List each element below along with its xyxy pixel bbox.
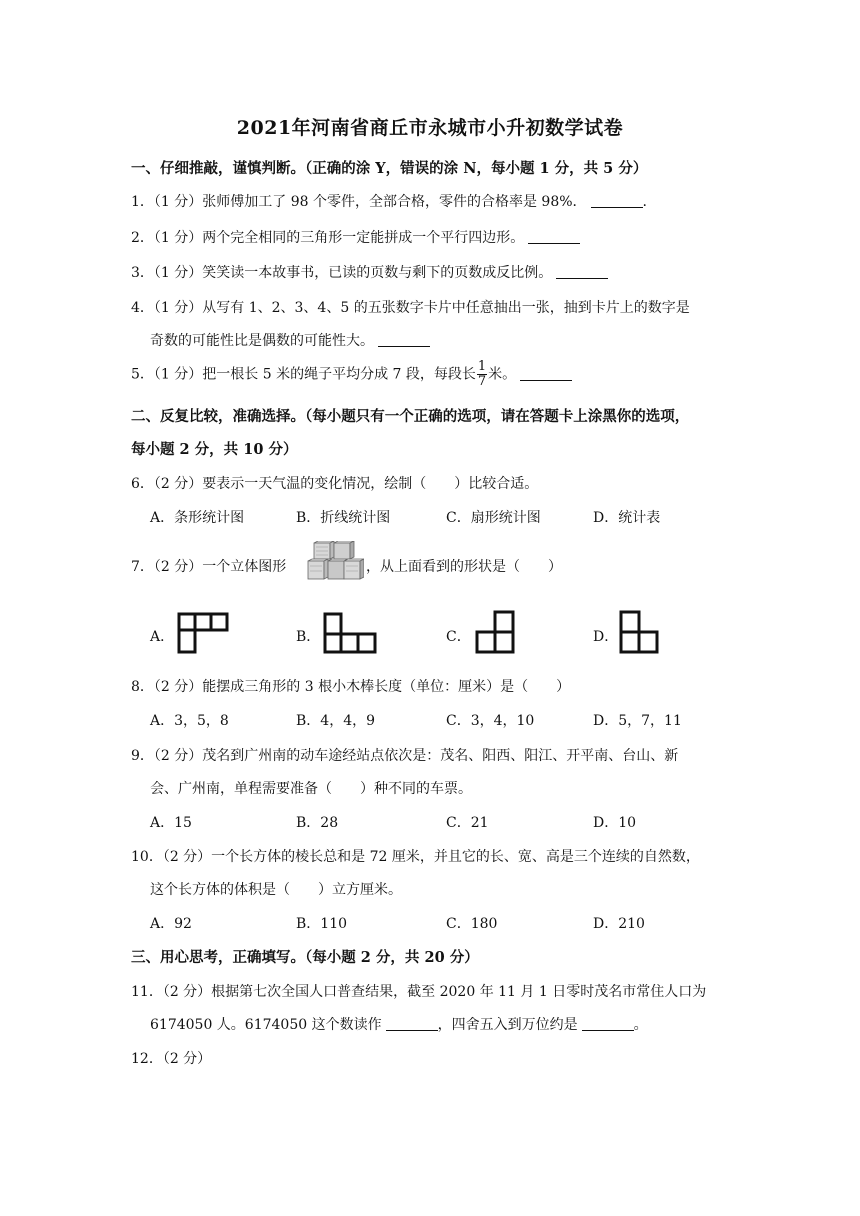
q10-option-a: A．92 <box>150 916 192 932</box>
question-11-text: 6174050 人。6174050 这个数读作 <box>150 1017 382 1033</box>
question-1-text: 1．（1 分）张师傅加工了 98 个零件，全部合格，零件的合格率是 98%． <box>131 194 587 210</box>
question-5-text: 5．（1 分）把一根长 5 米的绳子平均分成 7 段，每段长 <box>131 366 476 383</box>
section-1-heading: 一、仔细推敲，谨慎判断。（正确的涂 Y，错误的涂 N，每小题 1 分，共 5 分） <box>131 160 648 177</box>
q7-option-d: D． <box>593 629 619 645</box>
q6-option-a: A．条形统计图 <box>150 510 245 526</box>
section-3-heading: 三、用心思考，正确填写。（每小题 2 分，共 20 分） <box>131 949 479 966</box>
answer-blank <box>378 332 430 347</box>
q8-option-a: A．3，5，8 <box>150 713 229 729</box>
question-10-line-1: 10．（2 分）一个长方体的棱长总和是 72 厘米，并且它的长、宽、高是三个连续的自然数， <box>131 849 700 865</box>
q7-option-c: C． <box>446 629 471 645</box>
question-1 <box>131 191 647 211</box>
q7-option-a-shape <box>177 612 231 656</box>
question-3-text: 3．（1 分）笑笑读一本故事书，已读的页数与剩下的页数成反比例。 <box>131 265 553 281</box>
section-2-heading-line-2: 每小题 2 分，共 10 分） <box>131 441 298 458</box>
q9-option-c: C．21 <box>446 815 489 831</box>
answer-blank <box>556 264 608 279</box>
q9-option-d: D．10 <box>593 815 637 831</box>
q7-option-c-shape <box>475 610 517 656</box>
answer-blank <box>520 366 572 381</box>
cube-solid-figure <box>306 541 364 581</box>
answer-blank-read <box>386 1016 438 1031</box>
fraction-one-seventh <box>477 360 487 389</box>
question-12: 12．（2 分） <box>131 1051 212 1067</box>
q10-option-c: C．180 <box>446 916 498 932</box>
fraction-numerator: 1 <box>477 359 487 374</box>
q6-option-c: C．扇形统计图 <box>446 510 541 526</box>
q10-option-d: D．210 <box>593 916 645 932</box>
question-10-line-2: 这个长方体的体积是（ ）立方厘米。 <box>150 882 402 898</box>
question-4-text: 奇数的可能性比是偶数的可能性大。 <box>150 333 374 349</box>
question-7-lead: 7．（2 分）一个立体图形 <box>131 559 287 575</box>
question-6: 6．（2 分）要表示一天气温的变化情况，绘制（ ）比较合适。 <box>131 476 539 492</box>
question-4-line-2 <box>150 330 430 350</box>
q6-option-d: D．统计表 <box>593 510 661 526</box>
question-8: 8．（2 分）能摆成三角形的 3 根小木棒长度（单位：厘米）是（ ） <box>131 679 571 695</box>
question-4-line-1: 4．（1 分）从写有 1、2、3、4、5 的五张数字卡片中任意抽出一张，抽到卡片上的数字是 <box>131 300 690 316</box>
section-2-heading-line-1: 二、反复比较，准确选择。（每小题只有一个正确的选项，请在答题卡上涂黑你的选项， <box>131 408 690 425</box>
q9-option-a: A．15 <box>150 815 192 831</box>
q7-option-d-shape <box>619 610 661 656</box>
answer-blank-round <box>582 1016 634 1031</box>
question-11-line-2 <box>150 1014 648 1034</box>
question-11-end: 。 <box>633 1017 648 1033</box>
answer-blank <box>528 229 580 244</box>
question-9-line-2: 会、广州南，单程需要准备（ ）种不同的车票。 <box>150 781 472 797</box>
question-7-tail: ，从上面看到的形状是（ ） <box>366 559 562 575</box>
question-2 <box>131 227 580 247</box>
question-3 <box>131 262 608 282</box>
q8-option-d: D．5，7，11 <box>593 713 682 729</box>
question-5-unit: 米。 <box>488 366 517 383</box>
question-9-line-1: 9．（2 分）茂名到广州南的动车途经站点依次是：茂名、阳西、阳江、开平南、台山、新 <box>131 748 679 764</box>
q7-option-b: B． <box>296 629 321 645</box>
question-11-line-1: 11．（2 分）根据第七次全国人口普查结果，截至 2020 年 11 月 1 日零时茂名市常住人口为 <box>131 984 707 1000</box>
q7-option-a: A． <box>150 629 175 645</box>
fraction-denominator: 7 <box>477 374 487 389</box>
question-2-text: 2．（1 分）两个完全相同的三角形一定能拼成一个平行四边形。 <box>131 230 525 246</box>
q8-option-c: C．3，4，10 <box>446 713 535 729</box>
q9-option-b: B．28 <box>296 815 339 831</box>
question-5 <box>131 360 572 389</box>
page-title: 2021年河南省商丘市永城市小升初数学试卷 <box>236 117 624 139</box>
q7-option-b-shape <box>323 612 379 656</box>
question-11-text-2: ，四舍五入到万位约是 <box>437 1017 578 1033</box>
question-1-end: . <box>642 194 647 210</box>
q10-option-b: B．110 <box>296 916 348 932</box>
q8-option-b: B．4，4，9 <box>296 713 376 729</box>
q6-option-b: B．折线统计图 <box>296 510 391 526</box>
answer-blank <box>591 193 643 208</box>
